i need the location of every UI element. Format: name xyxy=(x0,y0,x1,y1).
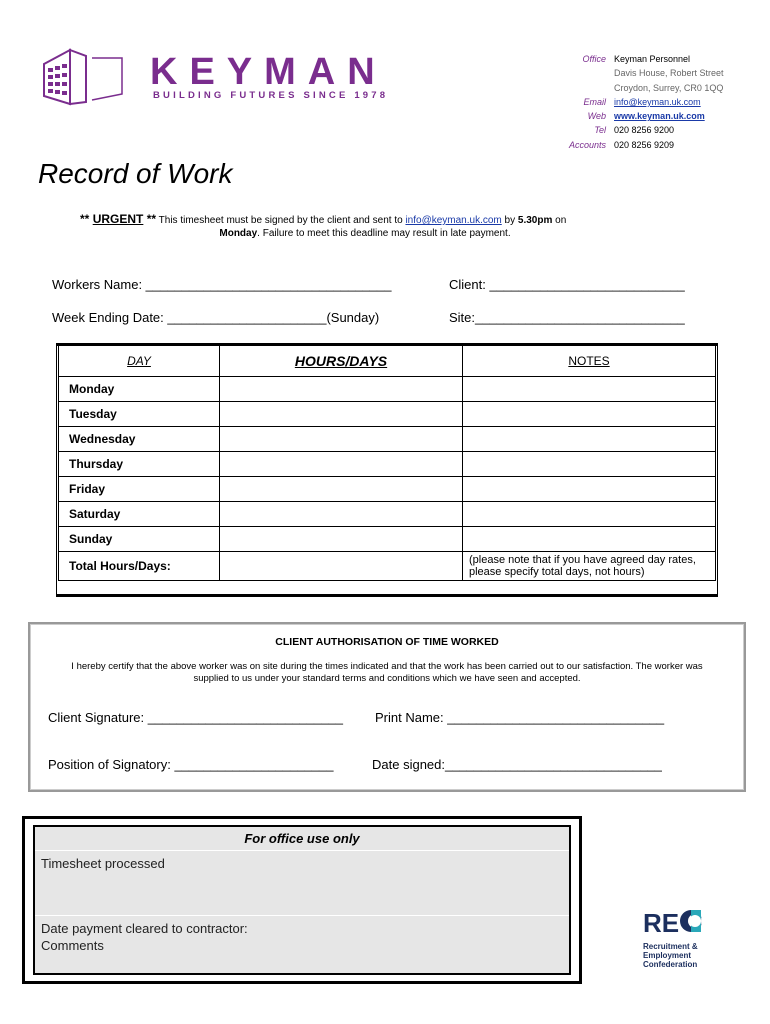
payment-cleared-field[interactable]: Date payment cleared to contractor: xyxy=(41,921,248,936)
table-row xyxy=(59,502,716,527)
urgent-email-link[interactable]: info@keyman.uk.com xyxy=(405,215,502,226)
notes-header: NOTES xyxy=(463,346,716,377)
urgent-text: This timesheet must be signed by the client and sent to xyxy=(156,215,406,226)
hours-cell[interactable] xyxy=(220,402,463,427)
svg-text:RE: RE xyxy=(643,908,680,936)
contact-value: Keyman Personnel xyxy=(614,54,691,64)
keyman-logo-icon xyxy=(40,46,124,106)
client-field[interactable]: Client: ___________________________ xyxy=(449,277,685,292)
urgent-time: 5.30pm xyxy=(517,215,553,226)
hours-cell[interactable] xyxy=(220,377,463,402)
date-signed-field[interactable]: Date signed:______________________________ xyxy=(372,757,662,772)
urgent-text: . Failure to meet this deadline may result in late payment. xyxy=(257,228,511,239)
table-row xyxy=(59,477,716,502)
office-use-title: For office use only xyxy=(244,831,360,846)
contact-label: Office xyxy=(582,54,606,64)
urgent-suffix: ** xyxy=(143,212,157,226)
workers-name-field[interactable]: Workers Name: __________________________________ xyxy=(52,277,392,292)
notes-cell[interactable] xyxy=(463,527,716,552)
contact-label xyxy=(540,81,614,95)
day-cell: Monday xyxy=(59,377,220,402)
timesheet-table xyxy=(58,345,716,581)
day-cell: Wednesday xyxy=(59,427,220,452)
timesheet-processed-field[interactable]: Timesheet processed xyxy=(41,856,165,871)
contact-value: Davis House, Robert Street xyxy=(614,68,724,79)
contact-label: Accounts xyxy=(568,139,606,150)
brand-tagline: BUILDING FUTURES SINCE 1978 xyxy=(153,90,389,101)
total-cell[interactable] xyxy=(220,552,463,581)
day-header: DAY xyxy=(59,346,220,377)
table-row xyxy=(59,402,716,427)
divider xyxy=(35,850,569,851)
total-label: Total Hours/Days: xyxy=(59,552,220,581)
brand-name: KEYMAN xyxy=(150,51,387,93)
notes-cell[interactable] xyxy=(463,402,716,427)
contact-value: 020 8256 9200 xyxy=(614,125,675,136)
table-row xyxy=(59,377,716,402)
contact-block xyxy=(540,52,724,152)
contact-label xyxy=(540,66,614,80)
week-ending-field[interactable]: Week Ending Date: ______________________(Sunday) xyxy=(52,310,380,325)
table-header-row xyxy=(59,346,716,377)
notes-cell[interactable] xyxy=(463,427,716,452)
office-use-box xyxy=(22,816,582,984)
authorisation-title: CLIENT AUTHORISATION OF TIME WORKED xyxy=(275,636,499,648)
day-cell: Friday xyxy=(59,477,220,502)
notes-cell[interactable] xyxy=(463,477,716,502)
contact-label: Email xyxy=(583,96,606,107)
contact-value: Croydon, Surrey, CR0 1QQ xyxy=(614,82,724,93)
hours-cell[interactable] xyxy=(220,477,463,502)
print-name-field[interactable]: Print Name: ______________________________ xyxy=(375,710,665,725)
hours-cell[interactable] xyxy=(220,502,463,527)
client-signature-field[interactable]: Client Signature: ___________________________ xyxy=(48,710,343,725)
contact-label: Web xyxy=(587,111,606,122)
rec-logo-icon xyxy=(643,908,703,936)
client-authorisation-box xyxy=(28,622,746,792)
urgent-prefix: ** xyxy=(80,212,93,226)
site-field[interactable]: Site:_____________________________ xyxy=(449,310,685,325)
urgent-word: URGENT xyxy=(92,212,144,226)
day-cell: Thursday xyxy=(59,452,220,477)
table-row xyxy=(59,452,716,477)
office-use-panel xyxy=(33,825,571,975)
hours-cell[interactable] xyxy=(220,527,463,552)
rec-logo xyxy=(643,908,703,969)
total-note: (please note that if you have agreed day rates, please specify total days, not hours) xyxy=(463,552,716,581)
urgent-text: on xyxy=(552,215,567,226)
rec-line: Recruitment & xyxy=(643,942,698,951)
web-link[interactable]: www.keyman.uk.com xyxy=(614,111,705,122)
urgent-day: Monday xyxy=(219,228,258,239)
hours-cell[interactable] xyxy=(220,427,463,452)
rec-line: Employment xyxy=(643,951,692,960)
comments-field[interactable]: Comments xyxy=(41,938,104,953)
hours-cell[interactable] xyxy=(220,452,463,477)
notes-cell[interactable] xyxy=(463,377,716,402)
contact-value: 020 8256 9209 xyxy=(614,139,675,150)
table-row xyxy=(59,527,716,552)
table-row xyxy=(59,427,716,452)
rec-line: Confederation xyxy=(643,960,698,969)
urgent-notice xyxy=(80,213,700,240)
contact-label: Tel xyxy=(594,125,606,136)
total-row xyxy=(59,552,716,581)
position-field[interactable]: Position of Signatory: ______________________ xyxy=(48,757,334,772)
urgent-text: by xyxy=(501,215,518,226)
authorisation-text: I hereby certify that the above worker was on site during the times indicated and that the work has been carried out to our satisfaction. The worker was supplied to us under your standard terms and conditions which we have seen and accepted. xyxy=(71,661,703,684)
day-cell: Sunday xyxy=(59,527,220,552)
email-link[interactable]: info@keyman.uk.com xyxy=(614,96,701,107)
divider xyxy=(35,915,569,916)
notes-cell[interactable] xyxy=(463,452,716,477)
day-cell: Saturday xyxy=(59,502,220,527)
notes-cell[interactable] xyxy=(463,502,716,527)
hours-header: HOURS/DAYS xyxy=(220,346,463,377)
day-cell: Tuesday xyxy=(59,402,220,427)
page-title: Record of Work xyxy=(38,158,233,189)
